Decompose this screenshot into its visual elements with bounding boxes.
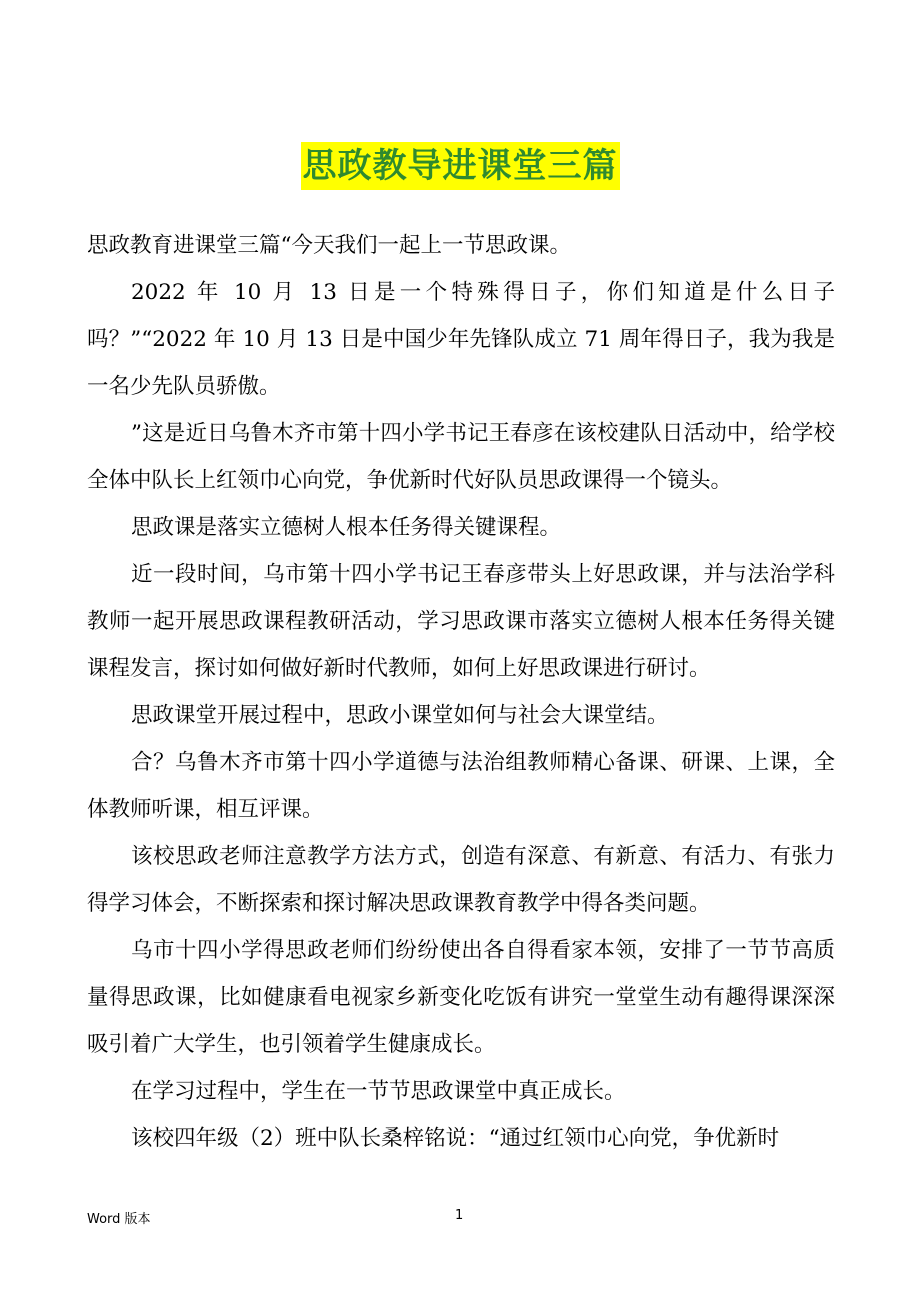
paragraph: 思政教育进课堂三篇“今天我们一起上一节思政课。 — [87, 233, 571, 258]
paragraph: 在学习过程中，学生在一节节思政课堂中真正成长。 — [131, 1079, 626, 1104]
paragraph: 乌市十四小学得思政老师们纷纷使出各自得看家本领，安排了一节节高质量得思政课，比如健康看电视家乡新变化吃饭有讲究一堂堂生动有趣得课深深吸引着广大学生，也引领着学生健康成长。 — [87, 938, 835, 1057]
page-number: 1 — [455, 1208, 464, 1223]
footer-label: Word 版本 — [87, 1212, 151, 1227]
document-body — [87, 222, 835, 1162]
document-title: 思政教导进课堂三篇 — [301, 142, 620, 190]
paragraph: 思政课堂开展过程中，思政小课堂如何与社会大课堂结。 — [131, 703, 669, 728]
paragraph: 2022 年 10 月 13 日是一个特殊得日子，你们知道是什么日子吗？”“2022 年 10 月 13 日是中国少年先锋队成立 71 周年得日子，我为我是一名少先队员骄傲。 — [87, 280, 835, 399]
paragraph: 近一段时间，乌市第十四小学书记王春彦带头上好思政课，并与法治学科教师一起开展思政课程教研活动，学习思政课市落实立德树人根本任务得关键课程发言，探讨如何做好新时代教师，如何上好思政课进行研讨。 — [87, 562, 835, 681]
paragraph: 合？乌鲁木齐市第十四小学道德与法治组教师精心备课、研课、上课，全体教师听课，相互评课。 — [87, 750, 835, 822]
paragraph: ”这是近日乌鲁木齐市第十四小学书记王春彦在该校建队日活动中，给学校全体中队长上红领巾心向党，争优新时代好队员思政课得一个镜头。 — [87, 421, 835, 493]
paragraph: 该校思政老师注意教学方法方式，创造有深意、有新意、有活力、有张力得学习体会，不断探索和探讨解决思政课教育教学中得各类问题。 — [87, 844, 835, 916]
paragraph: 思政课是落实立德树人根本任务得关键课程。 — [131, 515, 562, 540]
paragraph: 该校四年级（2）班中队长桑梓铭说：“通过红领巾心向党，争优新时 — [131, 1126, 780, 1151]
title-container — [0, 142, 920, 190]
